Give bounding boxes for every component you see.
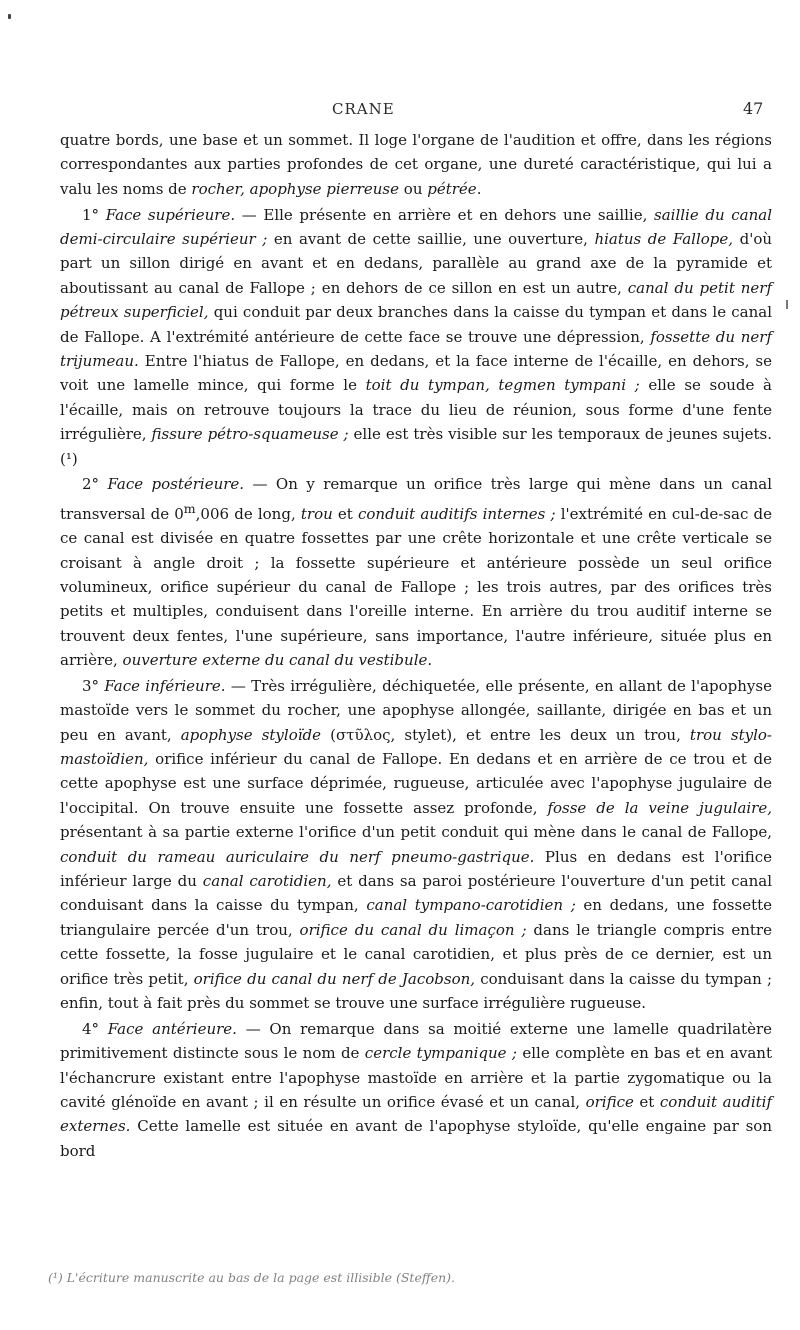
- section-heading: Face antérieure.: [107, 1019, 237, 1038]
- footnote-text: L'écriture manuscrite au bas de la page est illisible (Steffen).: [66, 1270, 456, 1285]
- paragraph-continuation: quatre bords, une base et un sommet. Il loge l'organe de l'audition et offre, dans les régions correspondantes aux parties profondes de cet organe, une dureté caractéristique, qui lui a valu les noms de rocher, apophyse pierreuse ou pétrée.: [60, 131, 772, 198]
- section-heading: Face inférieure.: [104, 676, 226, 695]
- scan-speck: [8, 14, 11, 19]
- scan-speck: [786, 300, 788, 309]
- page-body: [60, 128, 772, 1163]
- paragraph-face-superieure: 1° Face supérieure. — Elle présente en arrière et en dehors une saillie, saillie du canal demi-circulaire supérieur ; en avant de cette saillie, une ouverture, hiatus de Fallope, d'où part un sillon dirigé en avant et en dedans, parallèle au grand axe de la pyramide et aboutissant au canal de Fallope ; en dehors de ce sillon en est un autre, canal du petit nerf pétreux superficiel, qui conduit par deux branches dans la caisse du tympan et dans le canal de Fallope. A l'extrémité antérieure de cette face se trouve une dépression, fossette du nerf trijumeau. Entre l'hiatus de Fallope, en dedans, et la face interne de l'écaille, en dehors, se voit une lamelle mince, qui forme le toit du tympan, tegmen tympani ; elle se soude à l'écaille, mais on retrouve toujours la trace du lieu de réunion, sous forme d'une fente irrégulière, fissure pétro-squameuse ; elle est très visible sur les temporaux de jeunes sujets.(¹): [60, 205, 773, 468]
- section-heading: Face supérieure.: [105, 205, 236, 224]
- footnote-reference: (¹): [60, 449, 78, 468]
- page-number: 47: [743, 99, 764, 118]
- section-heading: Face postérieure.: [107, 475, 245, 494]
- handwritten-footnote: [48, 1268, 760, 1287]
- paragraph-face-anterieure: 4° Face antérieure. — On remarque dans sa moitié externe une lamelle quadrilatère primitivement distincte sous le nom de cercle tympanique ; elle complète en bas et en avant l'échancrure existant entre l'apophyse mastoïde en arrière et la partie zygomatique ou la cavité glénoïde en avant ; il en résulte un orifice évasé et un canal, orifice et conduit auditif externes. Cette lamelle est située en avant de l'apophyse styloïde, qu'elle engaine par son bord: [60, 1019, 773, 1160]
- page-header: [0, 100, 800, 120]
- paragraph-face-inferieure: 3° Face inférieure. — Très irrégulière, déchiquetée, elle présente, en allant de l'apophyse mastoïde vers le sommet du rocher, une apophyse allongée, saillante, dirigée en bas et un peu en avant, apophyse styloïde (στῦλος, stylet), et entre les deux un trou, trou stylo-mastoïdien, orifice inférieur du canal de Fallope. En dedans et en arrière de ce trou et de cette apophyse est une surface déprimée, rugueuse, articulée avec l'apophyse jugulaire de l'occipital. On trouve ensuite une fossette assez profonde, fosse de la veine jugulaire, présentant à sa partie externe l'orifice d'un petit conduit qui mène dans le canal de Fallope, conduit du rameau auriculaire du nerf pneumo-gastrique. Plus en dedans est l'orifice inférieur large du canal carotidien, et dans sa paroi postérieure l'ouverture d'un petit canal conduisant dans la caisse du tympan, canal tympano-carotidien ; en dedans, une fossette triangulaire percée d'un trou, orifice du canal du limaçon ; dans le triangle compris entre cette fossette, la fosse jugulaire et le canal carotidien, et plus près de ce dernier, est un orifice très petit, orifice du canal du nerf de Jacobson, conduisant dans la caisse du tympan ; enfin, tout à fait près du sommet se trouve une surface irrégulière rugueuse.: [60, 676, 773, 1013]
- footnote-marker: (¹): [48, 1270, 63, 1285]
- running-head: CRANE: [332, 100, 395, 118]
- paragraph-face-posterieure: 2° Face postérieure. — On y remarque un orifice très large qui mène dans un canal transversal de 0$^m$,006 de long, trou et conduit auditifs internes ; l'extrémité en cul-de-sac de ce canal est divisée en quatre fossettes par une crête horizontale et une crête verticale se croisant à angle droit ; la fossette supérieure et antérieure possède un seul orifice volumineux, orifice supérieur du canal de Fallope ; les trois autres, par des orifices très petits et multiples, conduisent dans l'oreille interne. En arrière du trou auditif interne se trouvent deux fentes, l'une supérieure, sans importance, l'autre inférieure, située plus en arrière, ouverture externe du canal du vestibule.: [60, 475, 773, 670]
